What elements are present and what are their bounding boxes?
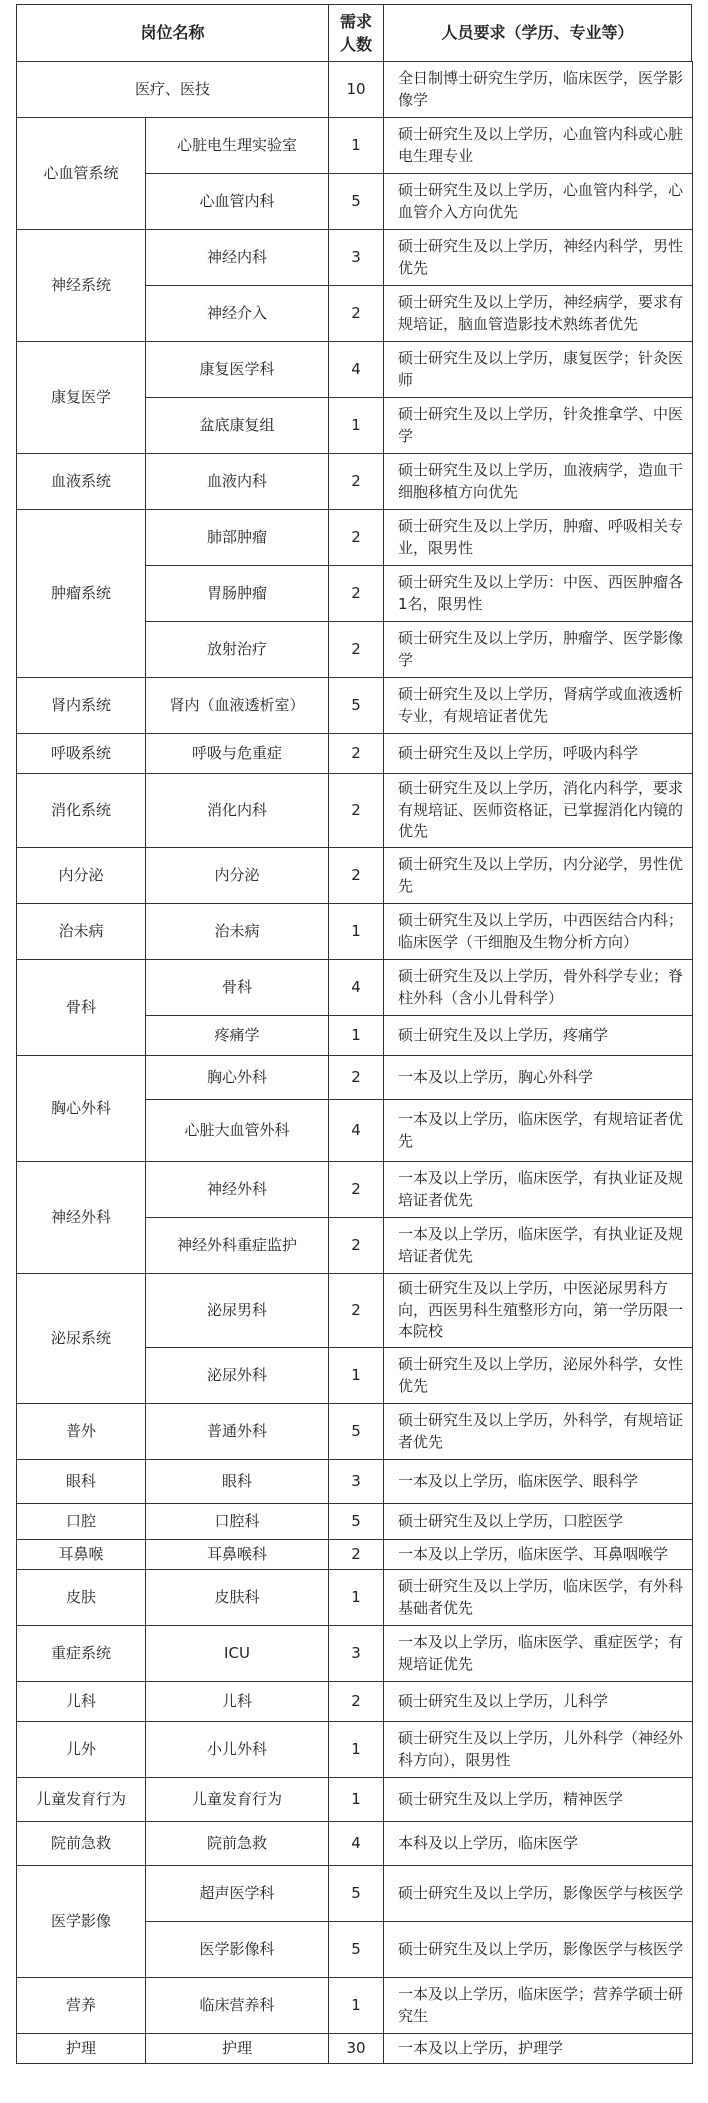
- headcount: 1: [328, 117, 384, 174]
- dept-name: 内分泌: [145, 847, 329, 904]
- headcount: 5: [328, 1503, 384, 1540]
- requirement-text: 硕士研究生及以上学历，影像医学与核医学: [383, 1921, 693, 1978]
- group-name: 耳鼻喉: [16, 1539, 146, 1570]
- requirement-text: 一本及以上学历，胸心外科学: [383, 1055, 693, 1100]
- group-name: 普外: [16, 1403, 146, 1460]
- requirement-text: 硕士研究生及以上学历，呼吸内科学: [383, 733, 693, 774]
- dept-name: 神经介入: [145, 285, 329, 342]
- requirement-text: 硕士研究生及以上学历，泌尿外科学，女性优先: [383, 1347, 693, 1404]
- headcount: 2: [328, 565, 384, 622]
- dept-name: 肺部肿瘤: [145, 509, 329, 566]
- headcount: 2: [328, 453, 384, 510]
- requirement-text: 一本及以上学历，临床医学、重症医学；有规培证优先: [383, 1625, 693, 1682]
- dept-name: 疼痛学: [145, 1015, 329, 1056]
- dept-name: 神经外科重症监护: [145, 1217, 329, 1274]
- group-name: 肿瘤系统: [16, 509, 146, 678]
- headcount: 4: [328, 1099, 384, 1162]
- headcount: 2: [328, 1161, 384, 1218]
- requirement-text: 硕士研究生及以上学历，儿科学: [383, 1681, 693, 1722]
- requirement-text: 硕士研究生及以上学历，儿外科学（神经外科方向），限男性: [383, 1721, 693, 1778]
- group-name: 治未病: [16, 903, 146, 960]
- headcount: 2: [328, 1681, 384, 1722]
- headcount: 2: [328, 1273, 384, 1348]
- headcount: 2: [328, 773, 384, 848]
- dept-name: 骨科: [145, 959, 329, 1016]
- headcount: 2: [328, 509, 384, 566]
- headcount: 2: [328, 1055, 384, 1100]
- headcount: 30: [328, 2033, 384, 2064]
- group-name: 肾内系统: [16, 677, 146, 734]
- dept-name: 呼吸与危重症: [145, 733, 329, 774]
- dept-name: 泌尿男科: [145, 1273, 329, 1348]
- headcount: 5: [328, 1921, 384, 1978]
- dept-name: 护理: [145, 2033, 329, 2064]
- requirement-text: 硕士研究生及以上学历，针灸推拿学、中医学: [383, 397, 693, 454]
- headcount: 3: [328, 229, 384, 286]
- dept-name: 肾内（血液透析室）: [145, 677, 329, 734]
- requirement-text: 硕士研究生及以上学历，心血管内科或心脏电生理专业: [383, 117, 693, 174]
- headcount: 3: [328, 1459, 384, 1504]
- group-name: 眼科: [16, 1459, 146, 1504]
- requirement-text: 全日制博士研究生学历，临床医学，医学影像学: [383, 61, 693, 118]
- requirement-text: 硕士研究生及以上学历，肾病学或血液透析专业，有规培证者优先: [383, 677, 693, 734]
- requirement-text: 硕士研究生及以上学历：中医、西医肿瘤各1名，限男性: [383, 565, 693, 622]
- headcount: 5: [328, 677, 384, 734]
- dept-name: 康复医学科: [145, 341, 329, 398]
- requirement-text: 硕士研究生及以上学历，心血管内科学，心血管介入方向优先: [383, 173, 693, 230]
- dept-name: 医学影像科: [145, 1921, 329, 1978]
- headcount: 1: [328, 1977, 384, 2034]
- requirement-text: 硕士研究生及以上学历，神经内科学，男性优先: [383, 229, 693, 286]
- requirement-text: 硕士研究生及以上学历，骨外科学专业；脊柱外科（含小儿骨科学）: [383, 959, 693, 1016]
- headcount: 2: [328, 1217, 384, 1274]
- dept-name: 消化内科: [145, 773, 329, 848]
- headcount: 1: [328, 1015, 384, 1056]
- group-name: 心血管系统: [16, 117, 146, 230]
- dept-name: 泌尿外科: [145, 1347, 329, 1404]
- group-name: 院前急救: [16, 1821, 146, 1866]
- dept-name: 儿童发育行为: [145, 1777, 329, 1822]
- requirement-text: 硕士研究生及以上学历，临床医学，有外科基础者优先: [383, 1569, 693, 1626]
- group-name: 血液系统: [16, 453, 146, 510]
- requirement-text: 硕士研究生及以上学历，康复医学；针灸医师: [383, 341, 693, 398]
- group-name: 医疗、医技: [16, 61, 329, 118]
- group-name: 胸心外科: [16, 1055, 146, 1162]
- requirement-text: 硕士研究生及以上学历，内分泌学，男性优先: [383, 847, 693, 904]
- headcount: 2: [328, 1539, 384, 1570]
- group-name: 呼吸系统: [16, 733, 146, 774]
- dept-name: 胃肠肿瘤: [145, 565, 329, 622]
- dept-name: 眼科: [145, 1459, 329, 1504]
- requirement-text: 硕士研究生及以上学历，神经病学，要求有规培证，脑血管造影技术熟练者优先: [383, 285, 693, 342]
- headcount: 2: [328, 733, 384, 774]
- requirement-text: 本科及以上学历，临床医学: [383, 1821, 693, 1866]
- group-name: 重症系统: [16, 1625, 146, 1682]
- dept-name: 治未病: [145, 903, 329, 960]
- requirement-text: 硕士研究生及以上学历，中西医结合内科；临床医学（干细胞及生物分析方向）: [383, 903, 693, 960]
- group-name: 消化系统: [16, 773, 146, 848]
- group-name: 泌尿系统: [16, 1273, 146, 1404]
- requirement-text: 硕士研究生及以上学历，消化内科学，要求有规培证、医师资格证，已掌握消化内镜的优先: [383, 773, 693, 848]
- dept-name: 口腔科: [145, 1503, 329, 1540]
- headcount: 1: [328, 1777, 384, 1822]
- requirement-text: 硕士研究生及以上学历，血液病学，造血干细胞移植方向优先: [383, 453, 693, 510]
- dept-name: 放射治疗: [145, 621, 329, 678]
- dept-name: 胸心外科: [145, 1055, 329, 1100]
- headcount: 3: [328, 1625, 384, 1682]
- requirement-text: 一本及以上学历，临床医学，有规培证者优先: [383, 1099, 693, 1162]
- requirement-text: 一本及以上学历，临床医学；营养学硕士研究生: [383, 1977, 693, 2034]
- dept-name: 皮肤科: [145, 1569, 329, 1626]
- group-name: 儿科: [16, 1681, 146, 1722]
- headcount: 4: [328, 959, 384, 1016]
- requirement-text: 一本及以上学历，临床医学、眼科学: [383, 1459, 693, 1504]
- requirement-text: 硕士研究生及以上学历，外科学，有规培证者优先: [383, 1403, 693, 1460]
- dept-name: 神经内科: [145, 229, 329, 286]
- group-name: 儿童发育行为: [16, 1777, 146, 1822]
- dept-name: 普通外科: [145, 1403, 329, 1460]
- group-name: 皮肤: [16, 1569, 146, 1626]
- group-name: 护理: [16, 2033, 146, 2064]
- header-position: 岗位名称: [16, 4, 329, 62]
- requirement-text: 硕士研究生及以上学历，口腔医学: [383, 1503, 693, 1540]
- group-name: 营养: [16, 1977, 146, 2034]
- header-requirements: 人员要求（学历、专业等）: [383, 4, 692, 62]
- requirement-text: 硕士研究生及以上学历，肿瘤、呼吸相关专业，限男性: [383, 509, 693, 566]
- headcount: 1: [328, 1347, 384, 1404]
- dept-name: 超声医学科: [145, 1865, 329, 1922]
- dept-name: 血液内科: [145, 453, 329, 510]
- dept-name: 心脏电生理实验室: [145, 117, 329, 174]
- dept-name: 耳鼻喉科: [145, 1539, 329, 1570]
- requirement-text: 一本及以上学历，临床医学，有执业证及规培证者优先: [383, 1217, 693, 1274]
- group-name: 内分泌: [16, 847, 146, 904]
- headcount: 4: [328, 341, 384, 398]
- group-name: 神经外科: [16, 1161, 146, 1274]
- group-name: 神经系统: [16, 229, 146, 342]
- headcount: 10: [328, 61, 384, 118]
- dept-name: 院前急救: [145, 1821, 329, 1866]
- requirement-text: 硕士研究生及以上学历，精神医学: [383, 1777, 693, 1822]
- requirement-text: 一本及以上学历，护理学: [383, 2033, 693, 2064]
- headcount: 5: [328, 1865, 384, 1922]
- headcount: 5: [328, 173, 384, 230]
- requirement-text: 硕士研究生及以上学历，中医泌尿男科方向，西医男科生殖整形方向，第一学历限一本院校: [383, 1273, 693, 1348]
- dept-name: ICU: [145, 1625, 329, 1682]
- dept-name: 心血管内科: [145, 173, 329, 230]
- headcount: 2: [328, 621, 384, 678]
- dept-name: 盆底康复组: [145, 397, 329, 454]
- headcount: 1: [328, 1569, 384, 1626]
- headcount: 1: [328, 397, 384, 454]
- group-name: 医学影像: [16, 1865, 146, 1978]
- requirement-text: 硕士研究生及以上学历，肿瘤学、医学影像学: [383, 621, 693, 678]
- dept-name: 临床营养科: [145, 1977, 329, 2034]
- requirement-text: 一本及以上学历，临床医学，有执业证及规培证者优先: [383, 1161, 693, 1218]
- requirement-text: 硕士研究生及以上学历，影像医学与核医学: [383, 1865, 693, 1922]
- requirement-text: 硕士研究生及以上学历，疼痛学: [383, 1015, 693, 1056]
- headcount: 1: [328, 903, 384, 960]
- headcount: 2: [328, 847, 384, 904]
- headcount: 2: [328, 285, 384, 342]
- requirement-text: 一本及以上学历，临床医学、耳鼻咽喉学: [383, 1539, 693, 1570]
- group-name: 康复医学: [16, 341, 146, 454]
- group-name: 儿外: [16, 1721, 146, 1778]
- dept-name: 神经外科: [145, 1161, 329, 1218]
- group-name: 骨科: [16, 959, 146, 1056]
- headcount: 4: [328, 1821, 384, 1866]
- group-name: 口腔: [16, 1503, 146, 1540]
- headcount: 1: [328, 1721, 384, 1778]
- header-count: 需求 人数: [328, 4, 384, 62]
- dept-name: 小儿外科: [145, 1721, 329, 1778]
- dept-name: 心脏大血管外科: [145, 1099, 329, 1162]
- headcount: 5: [328, 1403, 384, 1460]
- dept-name: 儿科: [145, 1681, 329, 1722]
